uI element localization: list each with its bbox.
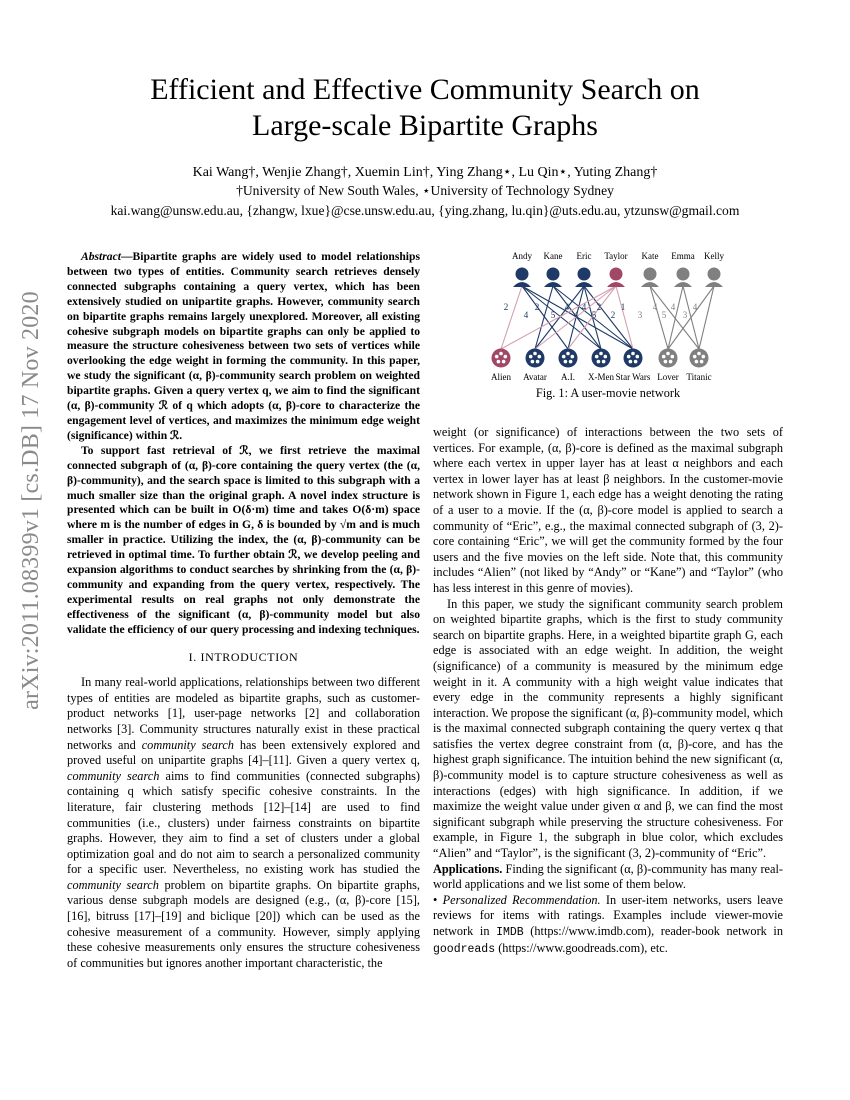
section-introduction-heading: I. INTRODUCTION bbox=[188, 649, 299, 664]
user-icon bbox=[708, 268, 721, 281]
edge-weight-label: 3 bbox=[637, 310, 643, 320]
reel-hole bbox=[693, 355, 697, 359]
network-graph bbox=[480, 250, 740, 385]
applications-paragraph: Applications. Finding the significant (α, β)-community has many real-world applications and we list some of them below. bbox=[433, 861, 783, 892]
graph-edge bbox=[616, 286, 633, 349]
user-label: Taylor bbox=[604, 251, 628, 261]
user-icon bbox=[610, 268, 623, 281]
movie-reel-icon bbox=[592, 349, 611, 368]
reel-hole bbox=[529, 355, 533, 359]
arxiv-identifier: arXiv:2011.08399v1 [cs.DB] 17 Nov 2020 bbox=[17, 290, 44, 710]
reel-hole bbox=[702, 355, 706, 359]
user-icon bbox=[677, 268, 690, 281]
abstract-paragraph-1: Abstract—Bipartite graphs are widely used to model relationships between two types of entities. Community search retrieves densely connected subgraphs containing a query vertex, which has been extensively studied on unipartite graphs. However, community search on bipartite graphs remains largely unexplored. Moreover, all existing cohesive subgraph models on bipartite graphs can only be applied to measure the structure cohesiveness between two sets of vertices while overlooking the edge weight in forming the community. In this paper, we study the significant (α, β)-community search problem on weighted bipartite graphs. Given a query vertex q, we aim to find the significant (α, β)-community ℛ of q which adopts (α, β)-core to characterize the engagement level of vertices, and maximizes the minimum edge weight (significance) within ℛ. bbox=[67, 250, 420, 442]
personalized-recommendation-item: • Personalized Recommendation. In user-item networks, users leave reviews for items with ratings. Examples include viewer-movie network in IMDB (https://www.imdb.com), reader-book network in goodreads (https://www.goodreads.com), etc. bbox=[433, 892, 783, 956]
user-body-icon bbox=[607, 282, 625, 287]
edge-weight-label: 4 bbox=[573, 310, 579, 320]
edge-weight-label: 1 bbox=[620, 302, 626, 312]
user-label: Eric bbox=[576, 251, 592, 261]
abstract-label: Abstract bbox=[81, 250, 121, 263]
user-body-icon bbox=[641, 282, 659, 287]
user-body-icon bbox=[513, 282, 531, 287]
paper-title bbox=[60, 72, 790, 144]
movie-label: A.I. bbox=[561, 372, 575, 382]
title-line-1: Efficient and Effective Community Search on bbox=[150, 73, 700, 106]
reel-hole bbox=[599, 352, 603, 356]
edge-weight-label: 4 bbox=[670, 302, 676, 312]
edge-weight-label: 2 bbox=[503, 302, 509, 312]
user-label: Kate bbox=[641, 251, 659, 261]
user-label: Kelly bbox=[704, 251, 724, 261]
reel-hole bbox=[502, 360, 506, 364]
user-body-icon bbox=[705, 282, 723, 287]
edge-weight-label: 4 bbox=[564, 302, 570, 312]
reel-hole bbox=[595, 355, 599, 359]
movie-label: Titanic bbox=[686, 372, 712, 382]
user-body-icon bbox=[674, 282, 692, 287]
reel-hole bbox=[671, 355, 675, 359]
figure-caption: Fig. 1: A user-movie network bbox=[535, 386, 681, 400]
edge-weight-label: 4 bbox=[523, 310, 529, 320]
reel-hole bbox=[504, 355, 508, 359]
edge-weight-label: 4 bbox=[581, 302, 587, 312]
reel-hole bbox=[597, 360, 601, 364]
movie-label: Alien bbox=[491, 372, 511, 382]
movie-label: X-Men bbox=[588, 372, 614, 382]
movie-reel-icon bbox=[559, 349, 578, 368]
edge-weight-label: 5 bbox=[591, 310, 597, 320]
arxiv-side-stamp bbox=[10, 290, 52, 710]
title-line-2: Large-scale Bipartite Graphs bbox=[252, 109, 598, 142]
user-icon bbox=[516, 268, 529, 281]
user-label: Andy bbox=[512, 251, 532, 261]
movie-reel-icon bbox=[624, 349, 643, 368]
reel-hole bbox=[562, 355, 566, 359]
edge-weight-label: 3 bbox=[682, 310, 688, 320]
reel-hole bbox=[629, 360, 633, 364]
user-body-icon bbox=[575, 282, 593, 287]
reel-hole bbox=[566, 352, 570, 356]
movie-label: Avatar bbox=[523, 372, 547, 382]
reel-hole bbox=[536, 360, 540, 364]
abstract-paragraph-2: To support fast retrieval of ℛ, we first retrieve the maximal connected subgraph of (α, β)-core containing the query vertex (the (α, β)-community), and the search space is limited to this subgraph with a much smaller size than the original graph. A novel index structure is presented which can be built in O(δ·m) time and takes O(δ·m) space where m is the number of edges in G, δ is bounded by √m and is much smaller in practice. Utilizing the index, the (α, β)-community can be retrieved in optimal time. To further obtain ℛ, we develop peeling and expansion algorithms to conduct searches by shrinking from the (α, β)-community and expanding from the query vertex, respectively. The experimental results on real graphs not only demonstrate the effectiveness of the significant (α, β)-community model but also validate the efficiency of our query processing and indexing techniques. bbox=[67, 443, 420, 636]
intro-paragraph-1: In many real-world applications, relationships between two different types of entities are modeled as bipartite graphs, such as customer-product networks [1], user-page networks [2] and collaboration networks [3]. Community structures naturally exist in these practical networks and community search has been extensively explored and proved useful on unipartite graphs [4]–[11]. Given a query vertex q, community search aims to find communities (connected subgraphs) containing q which satisfy specific cohesive constraints. In the literature, fair clustering methods [12]–[14] are used to find communities (i.e., clusters) under fairness constraints on bipartite graphs. However, they aim to find a set of clusters under a global optimization goal and do not aim to search a personalized community for a specific user. Nevertheless, no existing work has studied the community search problem on bipartite graphs. On bipartite graphs, various dense subgraph models are designed (e.g., (α, β)-core [15], [16], bitruss [17]–[19] and biclique [20]) which can be used as the cohesive measurement of a community. However, simply applying these cohesive measurements only ensures the structure cohesiveness of communities but ignores another important characteristic, the bbox=[67, 675, 421, 970]
right-paragraph-1: weight (or significance) of interactions between the two sets of vertices. For example, (α, β)-core is defined as the maximal subgraph where each vertex in upper layer has at least α neighbors and each vertex in lower layer has at least β neighbors. In the customer-movie network shown in Figure 1, each edge has a weight denoting the rating of a user to a movie. If the (α, β)-core model is applied to search a community of “Eric”, e.g., the maximal connected subgraph of (3, 2)-core containing “Eric”, we will get the community formed by the four users and the five movies on the left side. Note that, this community includes “Alien” (not liked by “Andy” or “Kane”) and “Taylor” (who has less interest in this genre of movies). bbox=[433, 425, 783, 595]
edge-weight-label: 2 bbox=[610, 310, 616, 320]
reel-hole bbox=[700, 360, 704, 364]
reel-hole bbox=[495, 355, 499, 359]
reel-hole bbox=[533, 352, 537, 356]
movie-reel-icon bbox=[492, 349, 511, 368]
reel-hole bbox=[666, 352, 670, 356]
user-icon bbox=[547, 268, 560, 281]
movie-label: Star Wars bbox=[615, 372, 651, 382]
reel-hole bbox=[497, 360, 501, 364]
reel-hole bbox=[531, 360, 535, 364]
author-block bbox=[60, 164, 790, 220]
user-label: Kane bbox=[543, 251, 563, 261]
reel-hole bbox=[669, 360, 673, 364]
reel-hole bbox=[627, 355, 631, 359]
author-emails: kai.wang@unsw.edu.au, {zhangw, lxue}@cse.unsw.edu.au, {ying.zhang, lu.qin}@uts.edu.au, ytzunsw@gmail.com bbox=[110, 203, 740, 218]
reel-hole bbox=[695, 360, 699, 364]
edge-weight-label: 5 bbox=[550, 310, 556, 320]
reel-hole bbox=[569, 360, 573, 364]
edge-weight-label: 2 bbox=[534, 302, 540, 312]
reel-hole bbox=[634, 360, 638, 364]
user-label: Emma bbox=[671, 251, 695, 261]
abstract bbox=[67, 250, 420, 638]
right-paragraph-2: In this paper, we study the significant community search problem on weighted bipartite graphs, which is the first to study community search on bipartite graphs. Here, in a weighted bipartite graph G, each edge is associated with an edge weight. In addition, the weight (significance) of a community is measured by the minimum edge weight in it. A community with a high weight value indicates that every edge in the community represents a highly significant interaction. We propose the significant (α, β)-community model, which is the maximal connected subgraph containing the query vertex q that satisfies the vertex degree constraint from (α, β)-core, and has the highest graph significance. The intuition behind the new significant (α, β)-community model is to capture structure cohesiveness as well as interactions (edges) with high significance. In addition, if we maximize the weight value under given α and β, we can find the most significant subgraph while preserving the structure cohesiveness. For example, in Figure 1, the subgraph in blue color, which excludes “Alien” and “Taylor”, is the significant (3, 2)-community of “Eric”. bbox=[433, 596, 783, 861]
reel-hole bbox=[499, 352, 503, 356]
reel-hole bbox=[631, 352, 635, 356]
edge-weight-label: 4 bbox=[652, 302, 658, 312]
edge-weight-label: 2 bbox=[596, 302, 602, 312]
reel-hole bbox=[571, 355, 575, 359]
author-affiliations: †University of New South Wales, ⋆University of Technology Sydney bbox=[236, 183, 614, 198]
right-column bbox=[433, 425, 783, 957]
reel-hole bbox=[604, 355, 608, 359]
reel-hole bbox=[636, 355, 640, 359]
movie-reel-icon bbox=[690, 349, 709, 368]
reel-hole bbox=[564, 360, 568, 364]
user-body-icon bbox=[544, 282, 562, 287]
movie-reel-icon bbox=[659, 349, 678, 368]
left-column bbox=[67, 250, 420, 971]
user-icon bbox=[578, 268, 591, 281]
movie-label: Lover bbox=[657, 372, 679, 382]
reel-hole bbox=[697, 352, 701, 356]
reel-hole bbox=[602, 360, 606, 364]
author-names: Kai Wang†, Wenjie Zhang†, Xuemin Lin†, Ying Zhang⋆, Lu Qin⋆, Yuting Zhang† bbox=[192, 165, 658, 180]
movie-reel-icon bbox=[526, 349, 545, 368]
edge-weight-label: 5 bbox=[661, 310, 667, 320]
reel-hole bbox=[664, 360, 668, 364]
reel-hole bbox=[538, 355, 542, 359]
reel-hole bbox=[662, 355, 666, 359]
user-icon bbox=[644, 268, 657, 281]
edge-weight-label: 4 bbox=[692, 302, 698, 312]
